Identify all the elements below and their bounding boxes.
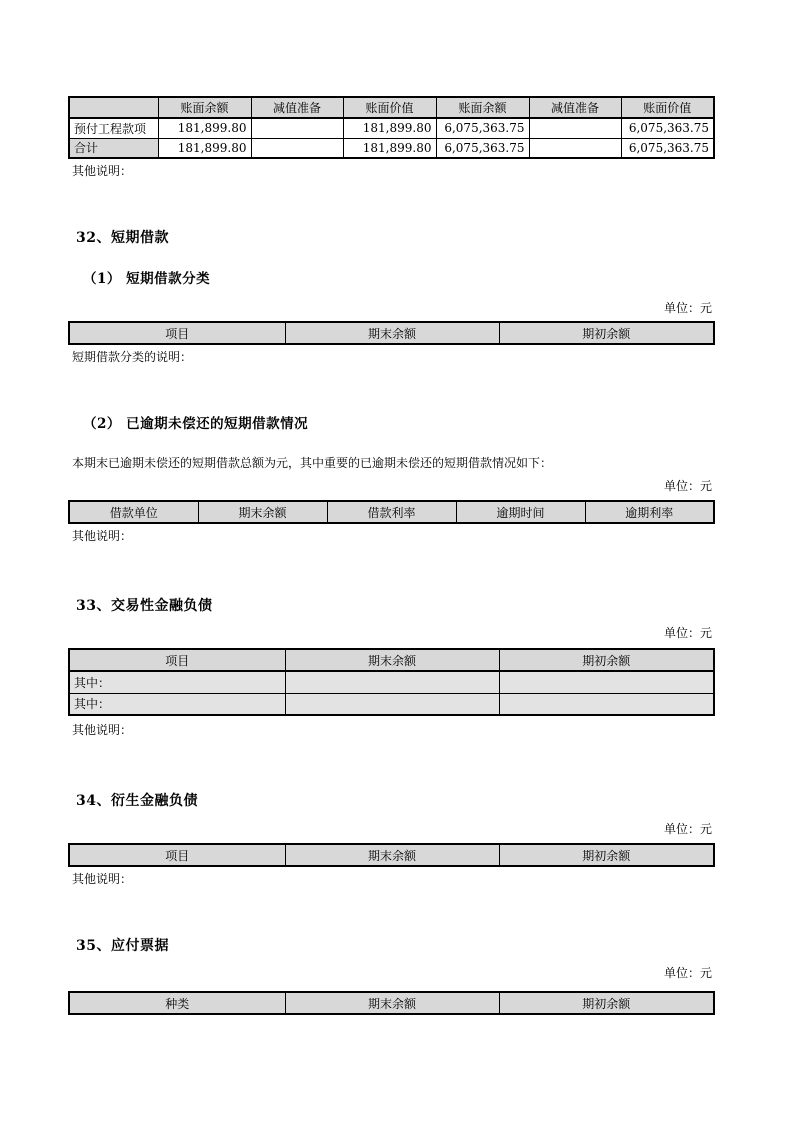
- table-cell: [251, 138, 343, 158]
- table-header-row: [69, 649, 714, 671]
- other-note: 其他说明：: [72, 529, 133, 543]
- column-header-overdue-rate: 逾期利率: [585, 501, 714, 523]
- table-cell: 181,899.80: [343, 138, 436, 158]
- other-note: 其他说明：: [72, 723, 133, 737]
- column-header-book-value-begin: 账面价值: [621, 97, 714, 118]
- row-label: 其中：: [69, 671, 285, 693]
- row-label: 其中：: [69, 693, 285, 715]
- column-header-ending-balance: 期末余额: [285, 992, 499, 1014]
- column-header-overdue-time: 逾期时间: [456, 501, 585, 523]
- table-cell: 181,899.80: [343, 118, 436, 138]
- column-header-lender: 借款单位: [69, 501, 198, 523]
- column-header-item: 项目: [69, 649, 285, 671]
- column-header-ending-balance: 期末余额: [285, 844, 499, 866]
- column-header-blank: [69, 97, 158, 118]
- notes-payable-table: [68, 991, 715, 1015]
- trading-financial-liabilities-table: [68, 648, 715, 716]
- column-header-ending-balance: 期末余额: [198, 501, 327, 523]
- row-label: 预付工程款项: [69, 118, 158, 138]
- unit-label: 单位：元: [663, 966, 712, 980]
- table-header-row: [69, 992, 714, 1014]
- table-cell: [285, 693, 499, 715]
- table-header-row: [69, 844, 714, 866]
- prepayment-table: [68, 96, 715, 159]
- section-33-title: 33、交易性金融负债: [76, 598, 213, 614]
- table-row-total: [69, 138, 714, 158]
- column-header-item: 项目: [69, 844, 285, 866]
- column-header-impairment-end: 减值准备: [251, 97, 343, 118]
- column-header-ending-balance: 期末余额: [285, 649, 499, 671]
- table-header-row: [69, 322, 714, 344]
- row-label-total: 合计: [69, 138, 158, 158]
- table-cell: 6,075,363.75: [436, 138, 529, 158]
- overdue-loan-table: [68, 500, 715, 524]
- column-header-beginning-balance: 期初余额: [499, 992, 714, 1014]
- table-header-row: [69, 97, 714, 118]
- table-cell: [529, 138, 621, 158]
- table-cell: 6,075,363.75: [621, 118, 714, 138]
- column-header-impairment-begin: 减值准备: [529, 97, 621, 118]
- table-cell: [251, 118, 343, 138]
- derivative-financial-liabilities-table: [68, 843, 715, 867]
- unit-label: 单位：元: [663, 822, 712, 836]
- table-cell: 6,075,363.75: [621, 138, 714, 158]
- section-32-title: 32、短期借款: [76, 230, 169, 246]
- table-cell: 6,075,363.75: [436, 118, 529, 138]
- unit-label: 单位：元: [663, 479, 712, 493]
- table-cell: [529, 118, 621, 138]
- table-header-row: [69, 501, 714, 523]
- other-note: 其他说明：: [72, 164, 133, 178]
- other-note: 其他说明：: [72, 872, 133, 886]
- column-header-beginning-balance: 期初余额: [499, 844, 714, 866]
- overdue-loan-paragraph: 本期末已逾期未偿还的短期借款总额为元，其中重要的已逾期未偿还的短期借款情况如下：: [72, 456, 553, 470]
- column-header-beginning-balance: 期初余额: [499, 322, 714, 344]
- column-header-book-balance-begin: 账面余额: [436, 97, 529, 118]
- section-35-title: 35、应付票据: [76, 938, 169, 954]
- table-cell: 181,899.80: [158, 138, 251, 158]
- short-term-loan-class-table: [68, 321, 715, 345]
- column-header-ending-balance: 期末余额: [285, 322, 499, 344]
- table-cell: 181,899.80: [158, 118, 251, 138]
- column-header-beginning-balance: 期初余额: [499, 649, 714, 671]
- section-32-sub1-title: （1） 短期借款分类: [83, 271, 211, 287]
- table-cell: [499, 671, 714, 693]
- table-row-including: [69, 693, 714, 715]
- section-34-title: 34、衍生金融负债: [76, 793, 198, 809]
- table-row-including: [69, 671, 714, 693]
- unit-label: 单位：元: [663, 626, 712, 640]
- column-header-item: 项目: [69, 322, 285, 344]
- table-cell: [285, 671, 499, 693]
- column-header-book-value-end: 账面价值: [343, 97, 436, 118]
- table-row-prepaid-construction: [69, 118, 714, 138]
- column-header-book-balance-end: 账面余额: [158, 97, 251, 118]
- column-header-loan-rate: 借款利率: [327, 501, 456, 523]
- table-cell: [499, 693, 714, 715]
- column-header-type: 种类: [69, 992, 285, 1014]
- unit-label: 单位：元: [663, 301, 712, 315]
- section-32-sub2-title: （2） 已逾期未偿还的短期借款情况: [83, 416, 309, 432]
- loan-class-note: 短期借款分类的说明：: [72, 350, 193, 364]
